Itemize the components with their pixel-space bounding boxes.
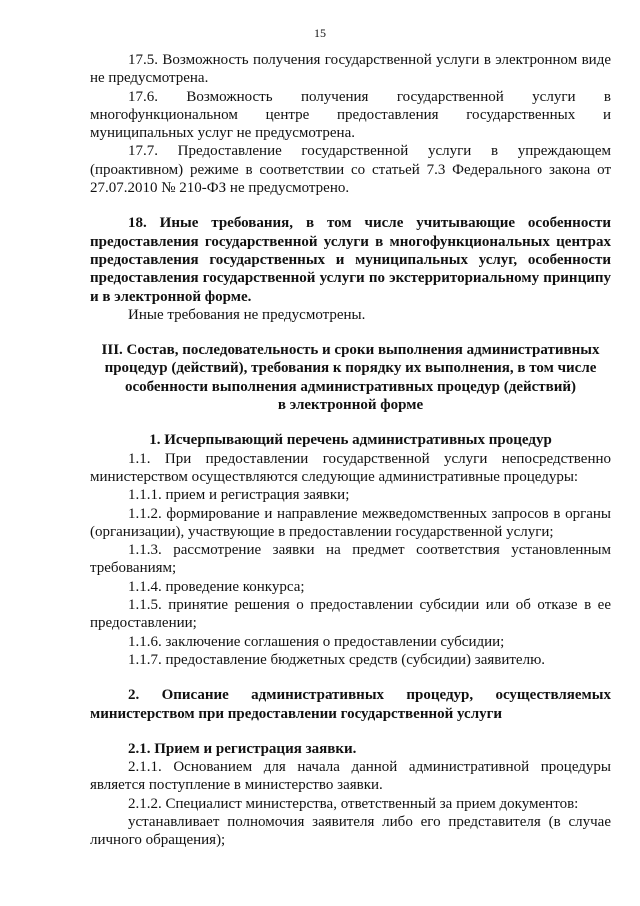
paragraph-1-1-7: 1.1.7. предоставление бюджетных средств (субсидии) заявителю. <box>128 651 546 668</box>
paragraph-1-1-3: 1.1.3. рассмотрение заявки на предмет соответствия установленным требованиям; <box>90 542 611 577</box>
section-iii-line-3: особенности выполнения административных процедур (действий) <box>124 378 577 395</box>
heading-1: 1. Исчерпывающий перечень административных процедур <box>149 432 552 449</box>
section-iii-line-4: в электронной форме <box>277 397 424 414</box>
paragraph-other-requirements: Иные требования не предусмотрены. <box>128 306 366 323</box>
paragraph-1-1-4: 1.1.4. проведение конкурса; <box>128 578 305 595</box>
document-body <box>90 51 611 850</box>
paragraph-17-6: 17.6. Возможность получения государственной услуги в многофункциональном центре предоставления государственных и муниципальных услуг не предусмотрена. <box>90 88 611 142</box>
paragraph-2-1-2: 2.1.2. Специалист министерства, ответственный за прием документов: <box>128 795 579 812</box>
paragraph-1-1-5: 1.1.5. принятие решения о предоставлении субсидии или об отказе в ее предоставлении; <box>90 597 611 632</box>
page-number: 15 <box>314 26 326 40</box>
section-iii-line-2: процедур (действий), требования к порядку их выполнения, в том числе <box>104 360 597 377</box>
paragraph-1-1-2: 1.1.2. формирование и направление межведомственных запросов в органы (организации), участвующие в предоставлении государственной услуги; <box>90 505 611 540</box>
paragraph-17-7: 17.7. Предоставление государственной услуги в упреждающем (проактивном) режиме в соответствии со статьей 7.3 Федерального закона от 27.07.2010 № 210-ФЗ не предусмотрено. <box>90 143 611 197</box>
paragraph-1-1-1: 1.1.1. прием и регистрация заявки; <box>128 487 350 504</box>
paragraph-17-5: 17.5. Возможность получения государственной услуги в электронном виде не предусмотрена. <box>90 52 611 87</box>
heading-2: 2. Описание административных процедур, осуществляемых министерством при предоставлении государственной услуги <box>90 687 611 722</box>
paragraph-1-1-6: 1.1.6. заключение соглашения о предоставлении субсидии; <box>128 633 505 650</box>
heading-18: 18. Иные требования, в том числе учитывающие особенности предоставления государственной услуги в многофункциональных центрах предоставления государственных и муниципальных услуг, особенности предоставления государственной услуги по экстерриториальному принципу и в электронной форме. <box>90 215 611 305</box>
section-iii-line-1: III. Состав, последовательность и сроки выполнения административных <box>101 342 600 359</box>
heading-2-1: 2.1. Прием и регистрация заявки. <box>128 740 357 757</box>
section-iii-heading <box>90 341 611 414</box>
paragraph-2-1-1: 2.1.1. Основанием для начала данной административной процедуры является поступление в министерство заявки. <box>90 759 611 794</box>
paragraph-1-1: 1.1. При предоставлении государственной услуги непосредственно министерством осуществляются следующие административные процедуры: <box>90 450 611 485</box>
paragraph-authority-check: устанавливает полномочия заявителя либо его представителя (в случае личного обращения); <box>90 813 611 849</box>
